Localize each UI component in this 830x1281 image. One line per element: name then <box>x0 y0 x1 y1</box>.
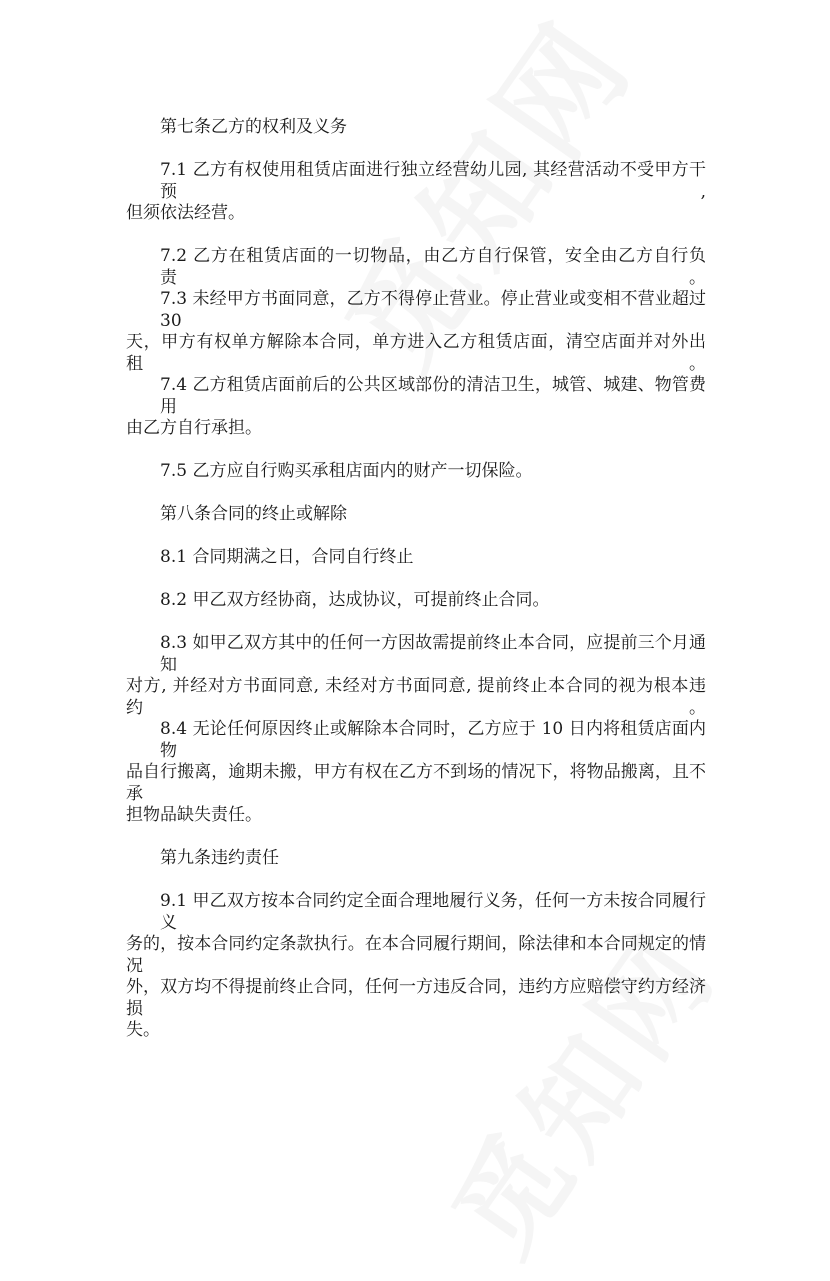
clause-7-2: 7.2 乙方在租赁店面的一切物品，由乙方自行保管，安全由乙方自行负责。 <box>160 246 706 288</box>
article-9-heading: 第九条违约责任 <box>160 848 279 868</box>
clause-8-3-line-1: 8.3 如甲乙双方其中的任何一方因故需提前终止本合同，应提前三个月通知 <box>160 633 706 675</box>
clause-8-4-line-1: 8.4 无论任何原因终止或解除本合同时，乙方应于 10 日内将租赁店面内物 <box>160 719 706 761</box>
clause-8-3-line-2: 对方, 并经对方书面同意, 未经对方书面同意, 提前终止本合同的视为根本违约。 <box>126 676 706 718</box>
clause-7-3-line-1: 7.3 未经甲方书面同意，乙方不得停止营业。停止营业或变相不营业超过 30 <box>160 289 706 331</box>
clause-7-4-line-1: 7.4 乙方租赁店面前后的公共区域部份的清洁卫生，城管、城建、物管费用 <box>160 375 706 417</box>
clause-8-1: 8.1 合同期满之日，合同自行终止 <box>160 547 414 567</box>
article-7-heading: 第七条乙方的权利及义务 <box>160 117 347 137</box>
clause-9-1-line-4: 失。 <box>126 1020 160 1040</box>
clause-8-2: 8.2 甲乙双方经协商，达成协议，可提前终止合同。 <box>160 590 550 610</box>
article-8-heading: 第八条合同的终止或解除 <box>160 504 347 524</box>
clause-7-1-line-1: 7.1 乙方有权使用租赁店面进行独立经营幼儿园, 其经营活动不受甲方干预, <box>160 160 706 202</box>
clause-9-1-line-2: 务的，按本合同约定条款执行。在本合同履行期间，除法律和本合同规定的情况 <box>126 934 706 976</box>
clause-8-4-line-3: 担物品缺失责任。 <box>126 805 262 825</box>
clause-7-5: 7.5 乙方应自行购买承租店面内的财产一切保险。 <box>160 461 533 481</box>
clause-7-1-line-2: 但须依法经营。 <box>126 203 245 223</box>
clause-7-4-line-2: 由乙方自行承担。 <box>126 418 262 438</box>
clause-7-3-line-2: 天，甲方有权单方解除本合同，单方进入乙方租赁店面，清空店面并对外出租。 <box>126 332 706 374</box>
clause-8-4-line-2: 品自行搬离，逾期未搬，甲方有权在乙方不到场的情况下，将物品搬离，且不承 <box>126 762 706 804</box>
clause-9-1-line-3: 外，双方均不得提前终止合同，任何一方违反合同，违约方应赔偿守约方经济损 <box>126 977 706 1019</box>
clause-9-1-line-1: 9.1 甲乙双方按本合同约定全面合理地履行义务，任何一方未按合同履行义 <box>160 891 706 933</box>
